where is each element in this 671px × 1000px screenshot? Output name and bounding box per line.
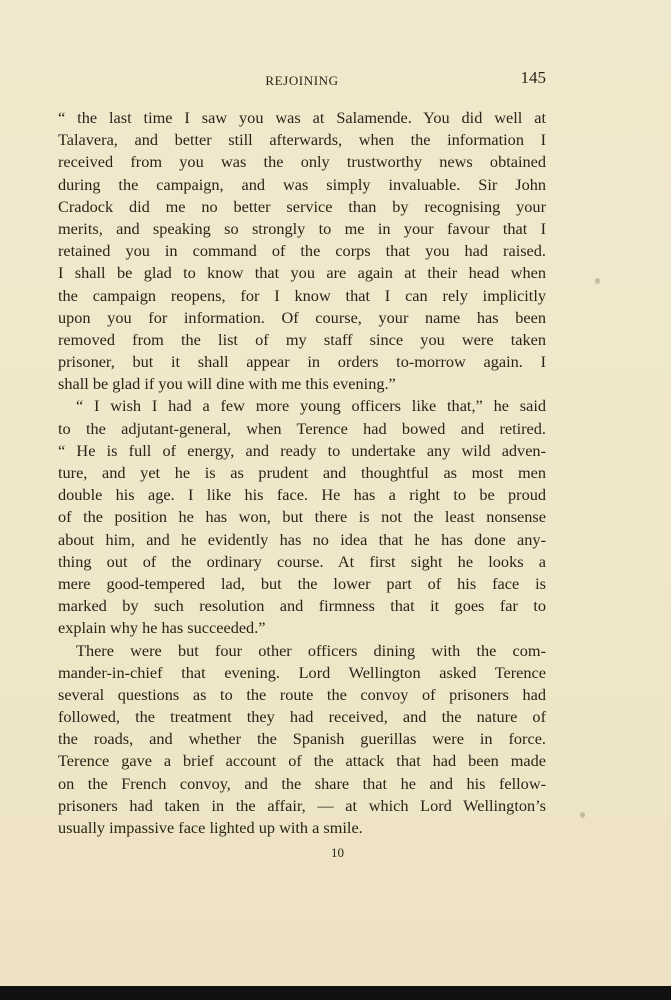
text-line: usually impassive face lighted up with a smile. bbox=[58, 818, 363, 837]
text-line: retained you in command of the corps that you had raised. bbox=[58, 241, 546, 261]
text-line: I shall be glad to know that you are again at their head when bbox=[58, 263, 546, 283]
text-line: ture, and yet he is as prudent and thoughtful as most men bbox=[58, 463, 546, 482]
text-line: several questions as to the route the convoy of prisoners had bbox=[58, 684, 546, 704]
text-line: “ He is full of energy, and ready to undertake any wild adven- bbox=[58, 440, 546, 460]
text-line: to the adjutant-general, when Terence had bowed and retired. bbox=[58, 418, 546, 438]
text-line: received from you was the only trustworthy news obtained bbox=[58, 152, 546, 172]
text-line: shall be glad if you will dine with me this evening.” bbox=[58, 374, 396, 394]
text-line: Talavera, and better still afterwards, when the information I bbox=[58, 130, 546, 150]
text-line: of the position he has won, but there is not the least nonsense bbox=[58, 507, 546, 527]
text-line: during the campaign, and was simply invaluable. Sir John bbox=[58, 174, 546, 194]
text-line: There were but four other officers dining with the com- bbox=[76, 640, 546, 660]
text-line: Terence gave a brief account of the attack that had been made bbox=[58, 751, 546, 771]
text-line: marked by such resolution and firmness that it goes far to bbox=[58, 596, 546, 616]
text-line: mere good-tempered lad, but the lower part of his face is bbox=[58, 573, 546, 593]
text-line: upon you for information. Of course, your name has been bbox=[58, 307, 546, 327]
text-line: the roads, and whether the Spanish guerillas were in force. bbox=[58, 729, 546, 749]
running-title: REJOINING bbox=[265, 73, 339, 88]
text-line: mander-in-chief that evening. Lord Wellington asked Terence bbox=[58, 662, 546, 682]
paper-blemish bbox=[595, 278, 600, 284]
text-line: double his age. I like his face. He has a right to be proud bbox=[58, 485, 546, 505]
page-number: 145 bbox=[520, 68, 546, 87]
text-line: removed from the list of my staff since you were taken bbox=[58, 329, 546, 349]
paper-blemish bbox=[580, 812, 585, 818]
text-line: the campaign reopens, for I know that I can rely implicitly bbox=[58, 285, 546, 305]
text-line: “ the last time I saw you was at Salamende. You did well at bbox=[58, 108, 546, 127]
signature-mark: 10 bbox=[331, 845, 344, 860]
scan-bottom-edge bbox=[0, 986, 671, 1000]
text-line: “ I wish I had a few more young officers like that,” he said bbox=[76, 396, 546, 416]
text-line: prisoners had taken in the affair, — at which Lord Wellington’s bbox=[58, 795, 546, 815]
text-line: followed, the treatment they had received, and the nature of bbox=[58, 707, 546, 727]
text-line: thing out of the ordinary course. At first sight he looks a bbox=[58, 551, 546, 571]
text-line: Cradock did me no better service than by recognising your bbox=[58, 196, 546, 216]
text-line: explain why he has succeeded.” bbox=[58, 618, 266, 638]
page-header bbox=[58, 68, 546, 94]
text-line: on the French convoy, and the share that he and his fellow- bbox=[58, 773, 546, 793]
text-line: merits, and speaking so strongly to me in your favour that I bbox=[58, 218, 546, 238]
body-text bbox=[58, 107, 546, 839]
text-line: about him, and he evidently has no idea that he has done any- bbox=[58, 529, 546, 549]
text-line: prisoner, but it shall appear in orders to-morrow again. I bbox=[58, 352, 546, 372]
